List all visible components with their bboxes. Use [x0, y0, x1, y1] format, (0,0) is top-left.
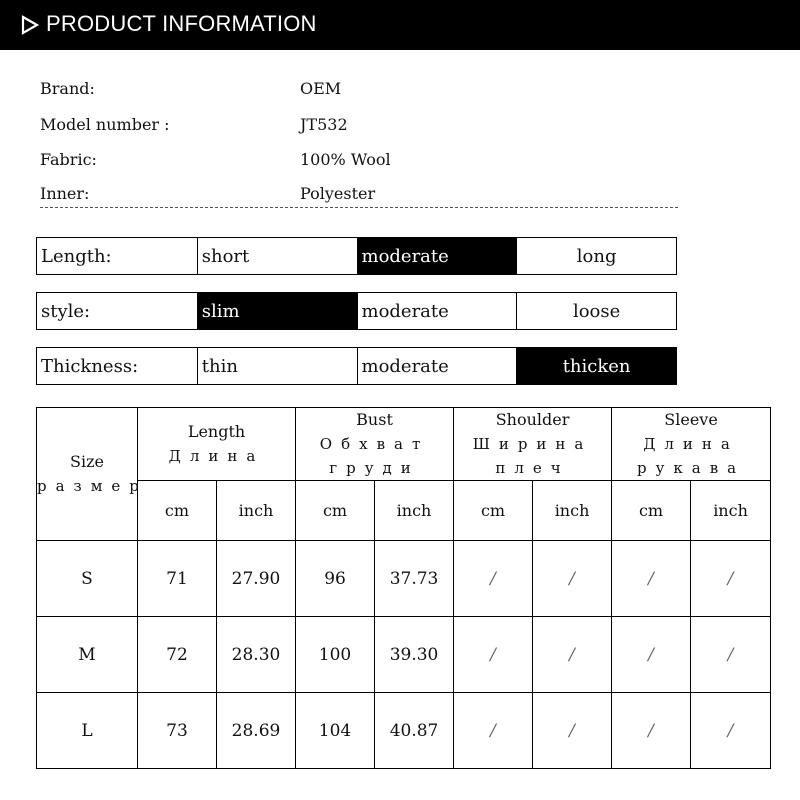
unit-cell: cm [138, 481, 217, 541]
table-row [37, 693, 771, 769]
length-column-header: Length Длина [138, 408, 296, 481]
value-cell: / [612, 617, 691, 693]
value-cell: 28.69 [217, 693, 296, 769]
value-cell: / [454, 617, 533, 693]
attribute-option-selected: thicken [516, 348, 676, 384]
section-header [0, 0, 800, 50]
attribute-label: style: [41, 300, 91, 322]
unit-cell: cm [454, 481, 533, 541]
value-cell: 100 [296, 617, 375, 693]
attribute-row-thickness [36, 347, 677, 385]
info-key: Model number : [40, 115, 170, 134]
size-chart-table [36, 407, 771, 769]
value-cell: 73 [138, 693, 217, 769]
value-cell: 39.30 [375, 617, 454, 693]
attribute-option: thin [197, 348, 357, 384]
attribute-option: long [516, 238, 676, 274]
table-row [37, 617, 771, 693]
value-cell: 71 [138, 541, 217, 617]
attribute-option-selected: moderate [357, 238, 517, 274]
unit-cell: cm [296, 481, 375, 541]
attribute-option: loose [516, 293, 676, 329]
unit-cell: inch [375, 481, 454, 541]
value-cell: 40.87 [375, 693, 454, 769]
play-triangle-icon [20, 15, 40, 35]
dashed-divider [40, 207, 678, 208]
value-cell: 27.90 [217, 541, 296, 617]
section-title: PRODUCT INFORMATION [46, 11, 317, 36]
attribute-row-style [36, 292, 677, 330]
value-cell: / [612, 541, 691, 617]
unit-cell: inch [217, 481, 296, 541]
attribute-option: moderate [357, 293, 517, 329]
value-cell: 72 [138, 617, 217, 693]
info-value: 100% Wool [300, 150, 391, 169]
attribute-option: moderate [357, 348, 517, 384]
value-cell: / [454, 541, 533, 617]
value-cell: / [691, 541, 771, 617]
size-column-header: Size размер [37, 408, 138, 541]
unit-cell: inch [533, 481, 612, 541]
value-cell: 37.73 [375, 541, 454, 617]
unit-cell: cm [612, 481, 691, 541]
value-cell: 96 [296, 541, 375, 617]
info-key: Fabric: [40, 150, 97, 169]
value-cell: / [454, 693, 533, 769]
attribute-label: Thickness: [41, 355, 139, 377]
shoulder-column-header: Shoulder Ширина плеч [454, 408, 612, 481]
value-cell: / [612, 693, 691, 769]
value-cell: / [691, 617, 771, 693]
info-value: JT532 [300, 115, 348, 134]
value-cell: / [533, 617, 612, 693]
unit-cell: inch [691, 481, 771, 541]
size-table-header-row [37, 408, 771, 481]
value-cell: / [533, 693, 612, 769]
value-cell: / [691, 693, 771, 769]
value-cell: 104 [296, 693, 375, 769]
size-cell: M [37, 617, 138, 693]
attribute-option: short [197, 238, 357, 274]
bust-column-header: Bust Обхват груди [296, 408, 454, 481]
info-value: OEM [300, 79, 342, 98]
value-cell: 28.30 [217, 617, 296, 693]
value-cell: / [533, 541, 612, 617]
attribute-row-length [36, 237, 677, 275]
attribute-label: Length: [41, 245, 112, 267]
info-value: Polyester [300, 184, 376, 203]
table-row [37, 541, 771, 617]
attribute-option-selected: slim [197, 293, 357, 329]
info-key: Brand: [40, 79, 95, 98]
size-cell: S [37, 541, 138, 617]
size-cell: L [37, 693, 138, 769]
sleeve-column-header: Sleeve Длина рукава [612, 408, 771, 481]
info-key: Inner: [40, 184, 90, 203]
